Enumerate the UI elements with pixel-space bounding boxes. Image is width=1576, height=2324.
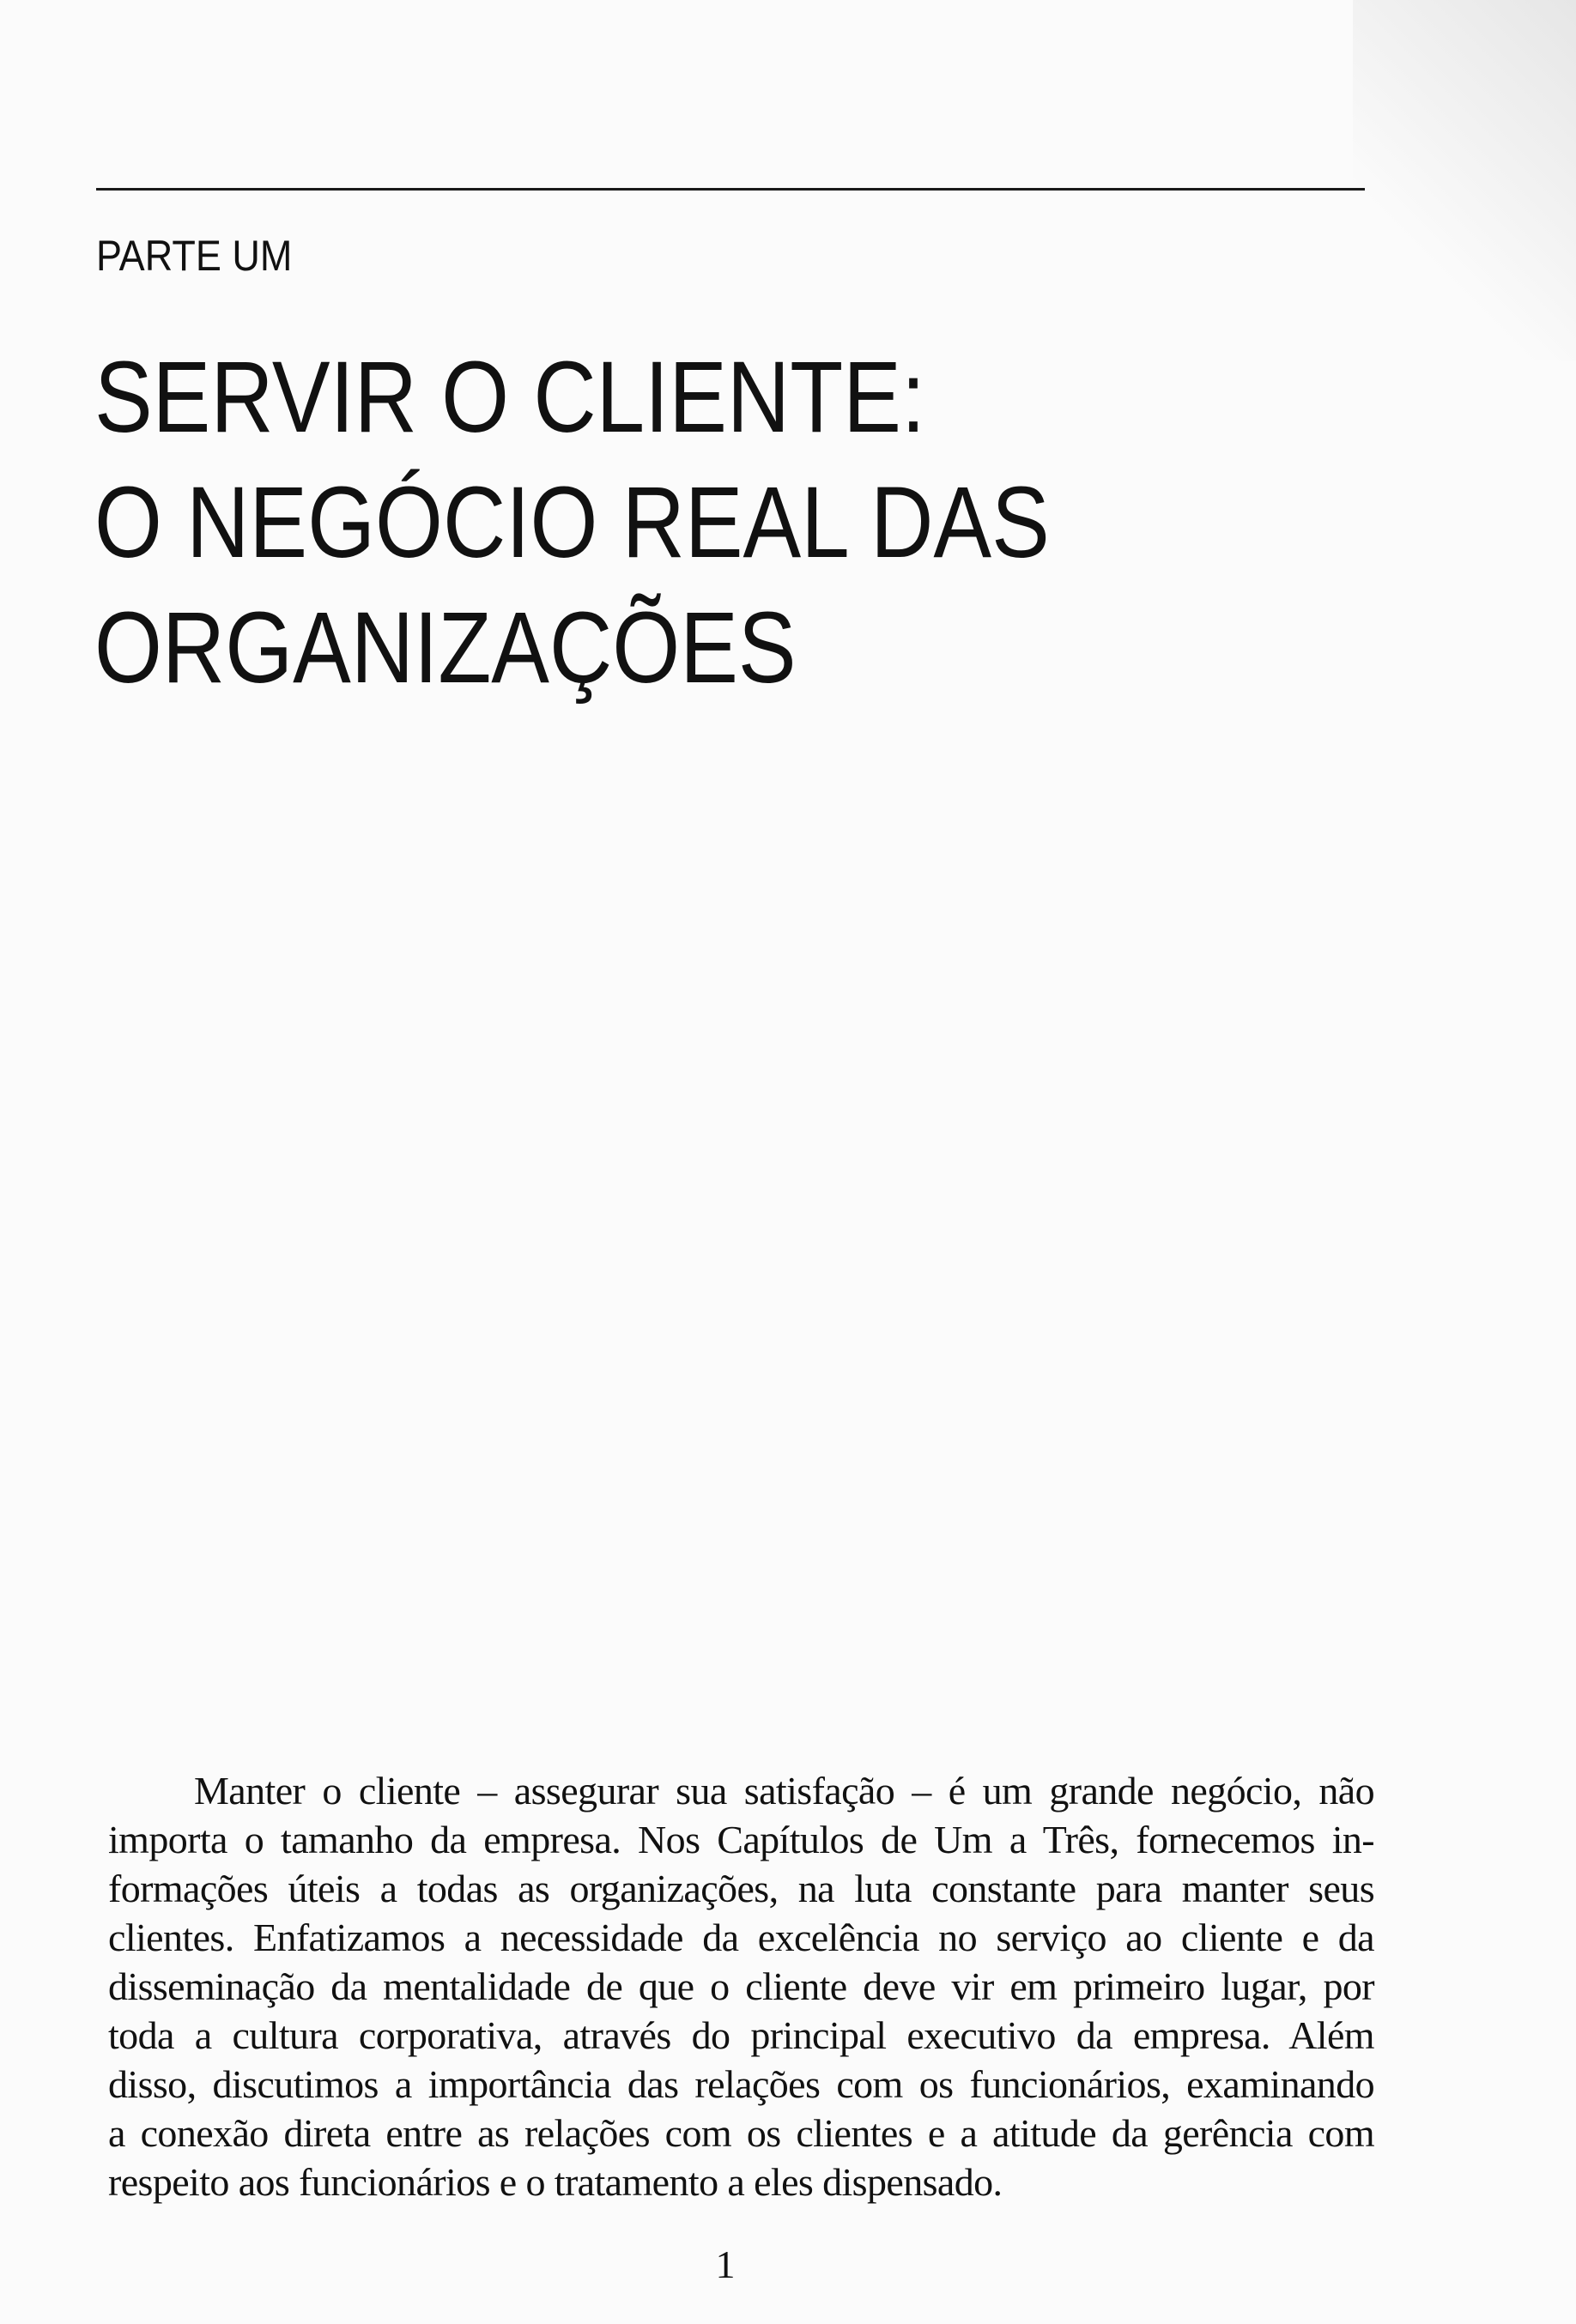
page-shadow [1353, 0, 1576, 360]
top-rule [96, 188, 1365, 191]
paragraph-line: clientes. Enfatizamos a necessidade da excelência no serviço ao cliente e da [108, 1915, 1374, 1959]
page-number: 1 [715, 2242, 736, 2286]
paragraph-line: disseminação da mentalidade de que o cliente deve vir em primeiro lugar, por [108, 1964, 1374, 2008]
paragraph-line: a conexão direta entre as relações com os clientes e a atitude da gerência com [108, 2111, 1374, 2155]
paragraph-line: toda a cultura corporativa, através do principal executivo da empresa. Além [108, 2013, 1374, 2057]
page-title [94, 335, 1050, 711]
title-line: O NEGÓCIO REAL DAS [94, 466, 1050, 579]
paragraph-line: Manter o cliente – assegurar sua satisfação – é um grande negócio, não [194, 1769, 1374, 1813]
title-line: SERVIR O CLIENTE: [94, 341, 926, 454]
title-line: ORGANIZAÇÕES [94, 591, 797, 705]
paragraph-line: disso, discutimos a importância das relações com os funcionários, examinando [108, 2062, 1374, 2106]
body-paragraph [108, 1766, 1374, 2206]
paragraph-line: formações úteis a todas as organizações, na luta constante para manter seus [108, 1867, 1374, 1910]
paragraph-line: importa o tamanho da empresa. Nos Capítulos de Um a Três, fornecemos in- [108, 1818, 1374, 1861]
part-label: PARTE UM [96, 232, 293, 280]
paragraph-line: respeito aos funcionários e o tratamento a eles dispensado. [108, 2160, 1003, 2204]
